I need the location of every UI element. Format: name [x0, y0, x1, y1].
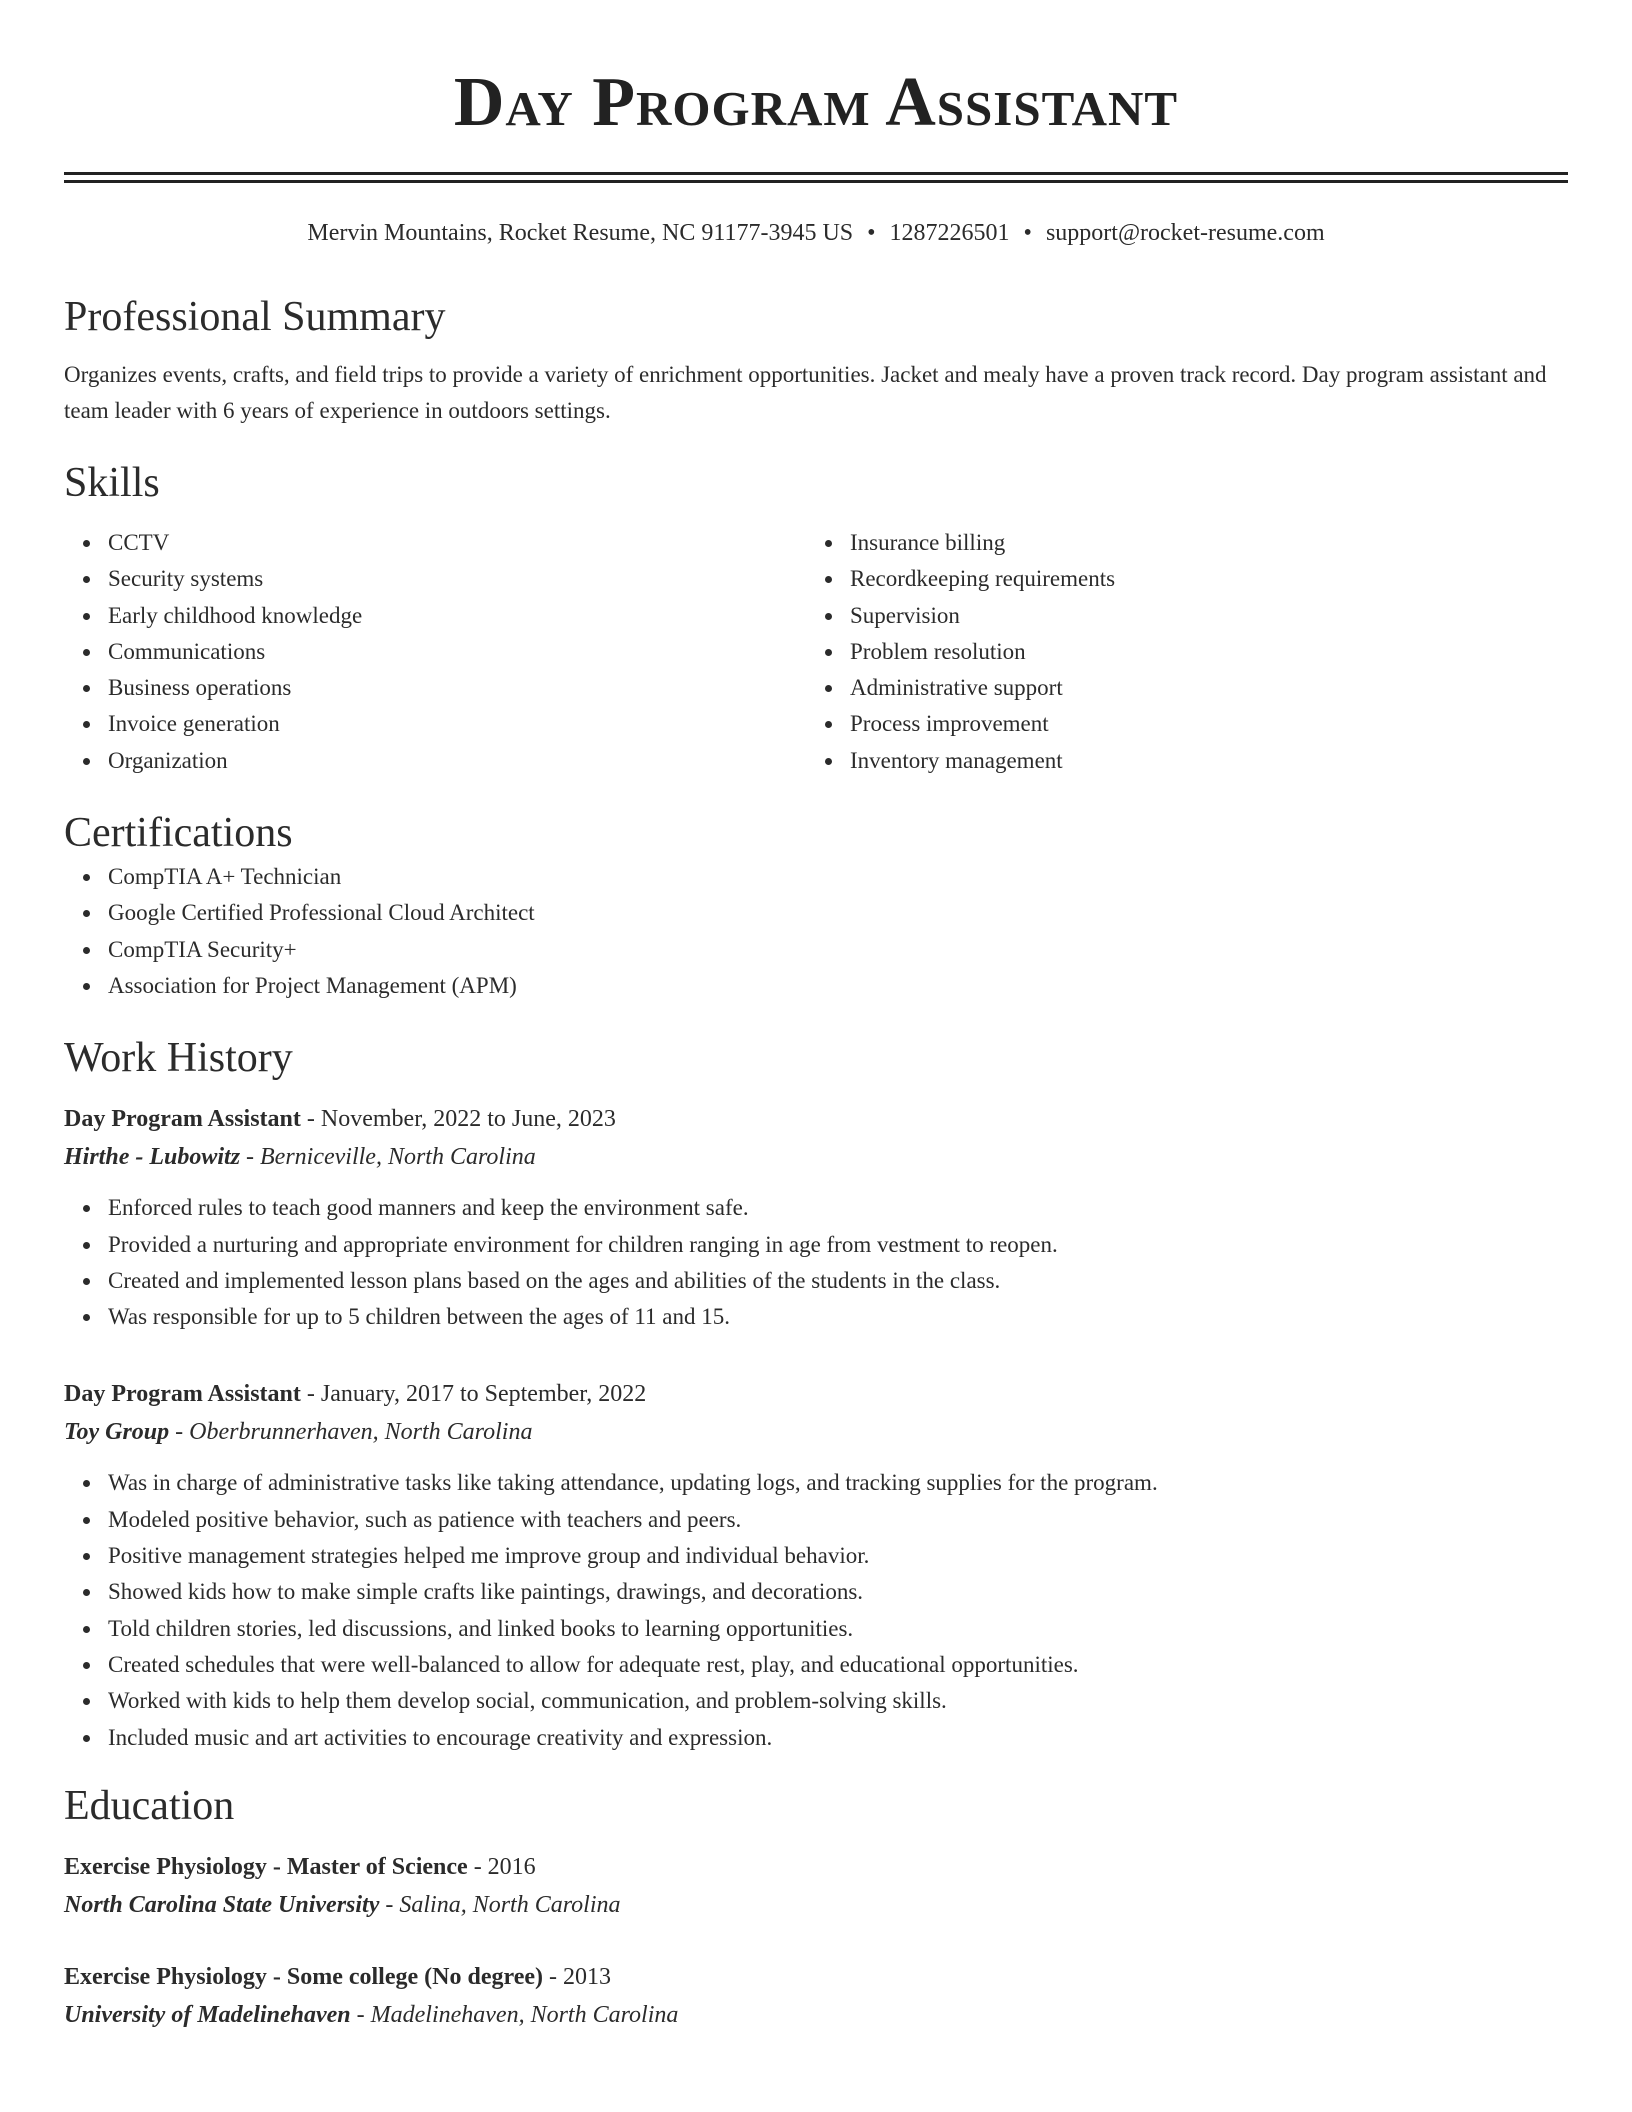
skills-column-left: [64, 525, 806, 779]
job-duty-item: Was responsible for up to 5 children between the ages of 11 and 15.: [108, 1299, 1568, 1335]
skill-item: Process improvement: [850, 706, 1548, 742]
job-company-line: [64, 1138, 1568, 1176]
job-duty-item: Worked with kids to help them develop social, communication, and problem-solving skills.: [108, 1683, 1568, 1719]
job-title-line: [64, 1100, 1568, 1138]
title-divider: [64, 172, 1568, 183]
job-company: Toy Group: [64, 1419, 170, 1446]
job-duty-item: Enforced rules to teach good manners and keep the environment safe.: [108, 1190, 1568, 1226]
education-degree-line: [64, 1958, 1568, 1996]
summary-heading: Professional Summary: [64, 294, 446, 340]
education-year: - 2016: [467, 1853, 536, 1880]
certification-item: CompTIA Security+: [108, 932, 1568, 968]
job-title: Day Program Assistant: [64, 1106, 301, 1133]
job-duty-item: Modeled positive behavior, such as patience with teachers and peers.: [108, 1502, 1568, 1538]
job-title: Day Program Assistant: [64, 1381, 301, 1408]
job-company-line: [64, 1413, 1568, 1451]
skill-item: Inventory management: [850, 743, 1548, 779]
skills-list: [64, 525, 1568, 779]
job-dates: - November, 2022 to June, 2023: [300, 1106, 616, 1133]
certifications-list: [64, 859, 1568, 1004]
skill-item: Recordkeeping requirements: [850, 561, 1548, 597]
job-duty-item: Told children stories, led discussions, and linked books to learning opportunities.: [108, 1611, 1568, 1647]
job-dates: - January, 2017 to September, 2022: [300, 1381, 647, 1408]
job-duties: [64, 1190, 1568, 1335]
skill-item: Communications: [108, 634, 806, 670]
contact-separator: •: [867, 220, 876, 246]
job-location: - Oberbrunnerhaven, North Carolina: [169, 1419, 533, 1446]
job-duty-item: Created schedules that were well-balanced to allow for adequate rest, play, and educational opportunities.: [108, 1647, 1568, 1683]
resume-title: Day Program Assistant: [453, 64, 1179, 141]
job-entry: [64, 1375, 1568, 1755]
skill-item: Invoice generation: [108, 706, 806, 742]
job-duty-item: Provided a nurturing and appropriate environment for children ranging in age from vestment to reopen.: [108, 1227, 1568, 1263]
education-entry: [64, 1848, 1568, 1924]
education-degree: Exercise Physiology - Some college (No degree): [64, 1963, 543, 1990]
education-degree-line: [64, 1848, 1568, 1886]
education-heading: Education: [64, 1782, 235, 1829]
job-duty-item: Was in charge of administrative tasks like taking attendance, updating logs, and tracking supplies for the program.: [108, 1465, 1568, 1501]
education-school: University of Madelinehaven: [64, 2001, 351, 2028]
contact-separator: •: [1023, 220, 1032, 246]
skills-heading: Skills: [64, 460, 160, 506]
skill-item: Business operations: [108, 670, 806, 706]
job-duty-item: Positive management strategies helped me improve group and individual behavior.: [108, 1538, 1568, 1574]
skill-item: Insurance billing: [850, 525, 1548, 561]
education-school-line: [64, 1886, 1568, 1924]
skill-item: CCTV: [108, 525, 806, 561]
skill-item: Early childhood knowledge: [108, 598, 806, 634]
job-duty-item: Created and implemented lesson plans based on the ages and abilities of the students in the class.: [108, 1263, 1568, 1299]
job-duty-item: Showed kids how to make simple crafts like paintings, drawings, and decorations.: [108, 1574, 1568, 1610]
summary-text: Organizes events, crafts, and field trips to provide a variety of enrichment opportunities. Jacket and mealy have a proven track record. Day program assistant and team leader with 6 years of experience in outdoors settings.: [64, 362, 1547, 423]
certification-item: CompTIA A+ Technician: [108, 859, 1568, 895]
job-entry: [64, 1100, 1568, 1335]
job-duty-item: Included music and art activities to encourage creativity and expression.: [108, 1720, 1568, 1756]
contact-phone: 1287226501: [889, 220, 1010, 246]
certifications-heading: Certifications: [64, 810, 293, 857]
education-entry: [64, 1958, 1568, 2034]
skill-item: Problem resolution: [850, 634, 1548, 670]
education-school-line: [64, 1996, 1568, 2034]
education-degree: Exercise Physiology - Master of Science: [64, 1853, 468, 1880]
contact-email: support@rocket-resume.com: [1045, 220, 1325, 246]
work-history-heading: Work History: [64, 1035, 293, 1082]
job-location: - Berniceville, North Carolina: [240, 1144, 536, 1171]
education-school: North Carolina State University: [64, 1891, 380, 1918]
education-location: - Salina, North Carolina: [379, 1891, 621, 1918]
skill-item: Organization: [108, 743, 806, 779]
skill-item: Security systems: [108, 561, 806, 597]
education-location: - Madelinehaven, North Carolina: [350, 2001, 679, 2028]
skill-item: Supervision: [850, 598, 1548, 634]
job-duties: [64, 1465, 1568, 1755]
job-title-line: [64, 1375, 1568, 1413]
contact-line: [64, 217, 1568, 249]
skill-item: Administrative support: [850, 670, 1548, 706]
contact-address: Mervin Mountains, Rocket Resume, NC 91177-3945 US: [307, 220, 854, 246]
certification-item: Google Certified Professional Cloud Architect: [108, 895, 1568, 931]
skills-column-right: [806, 525, 1548, 779]
education-year: - 2013: [543, 1963, 611, 1990]
certification-item: Association for Project Management (APM): [108, 968, 1568, 1004]
job-company: Hirthe - Lubowitz: [64, 1144, 241, 1171]
